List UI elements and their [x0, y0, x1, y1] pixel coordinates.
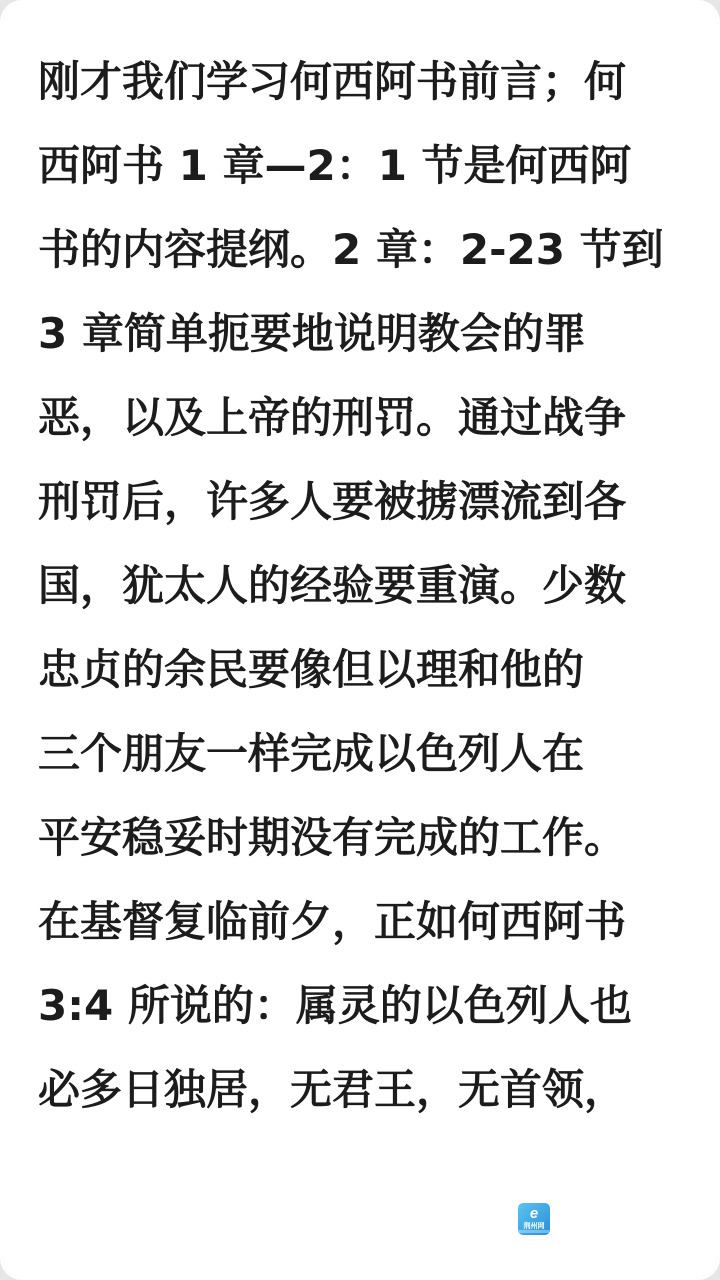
text-line: 平安稳妥时期没有完成的工作。 — [38, 813, 627, 862]
text-line: 忠贞的余民要像但以理和他的 — [38, 645, 585, 694]
app-logo-icon — [518, 1203, 550, 1235]
text-line: 必多日独居，无君王，无首领， — [38, 1065, 627, 1114]
article-text — [38, 40, 698, 1132]
text-line: 在基督复临前夕，正如何西阿书 — [38, 897, 627, 946]
text-line: 三个朋友一样完成以色列人在 — [38, 729, 585, 778]
logo-underline — [518, 1230, 550, 1233]
text-line: 刚才我们学习何西阿书前言；何 — [38, 57, 627, 106]
text-line: 恶，以及上帝的刑罚。通过战争 — [38, 393, 627, 442]
text-line: 书的内容提纲。2 章：2-23 节到 — [38, 225, 664, 274]
text-line: 西阿书 1 章—2：1 节是何西阿 — [38, 141, 632, 190]
logo-text: 荆州网 — [523, 1222, 545, 1230]
logo-letter: e — [529, 1205, 539, 1222]
text-line: 3 章简单扼要地说明教会的罪 — [38, 309, 586, 358]
text-line: 3:4 所说的：属灵的以色列人也 — [38, 981, 632, 1030]
text-line: 国，犹太人的经验要重演。少数 — [38, 561, 627, 610]
text-line: 刑罚后，许多人要被掳漂流到各 — [38, 477, 627, 526]
